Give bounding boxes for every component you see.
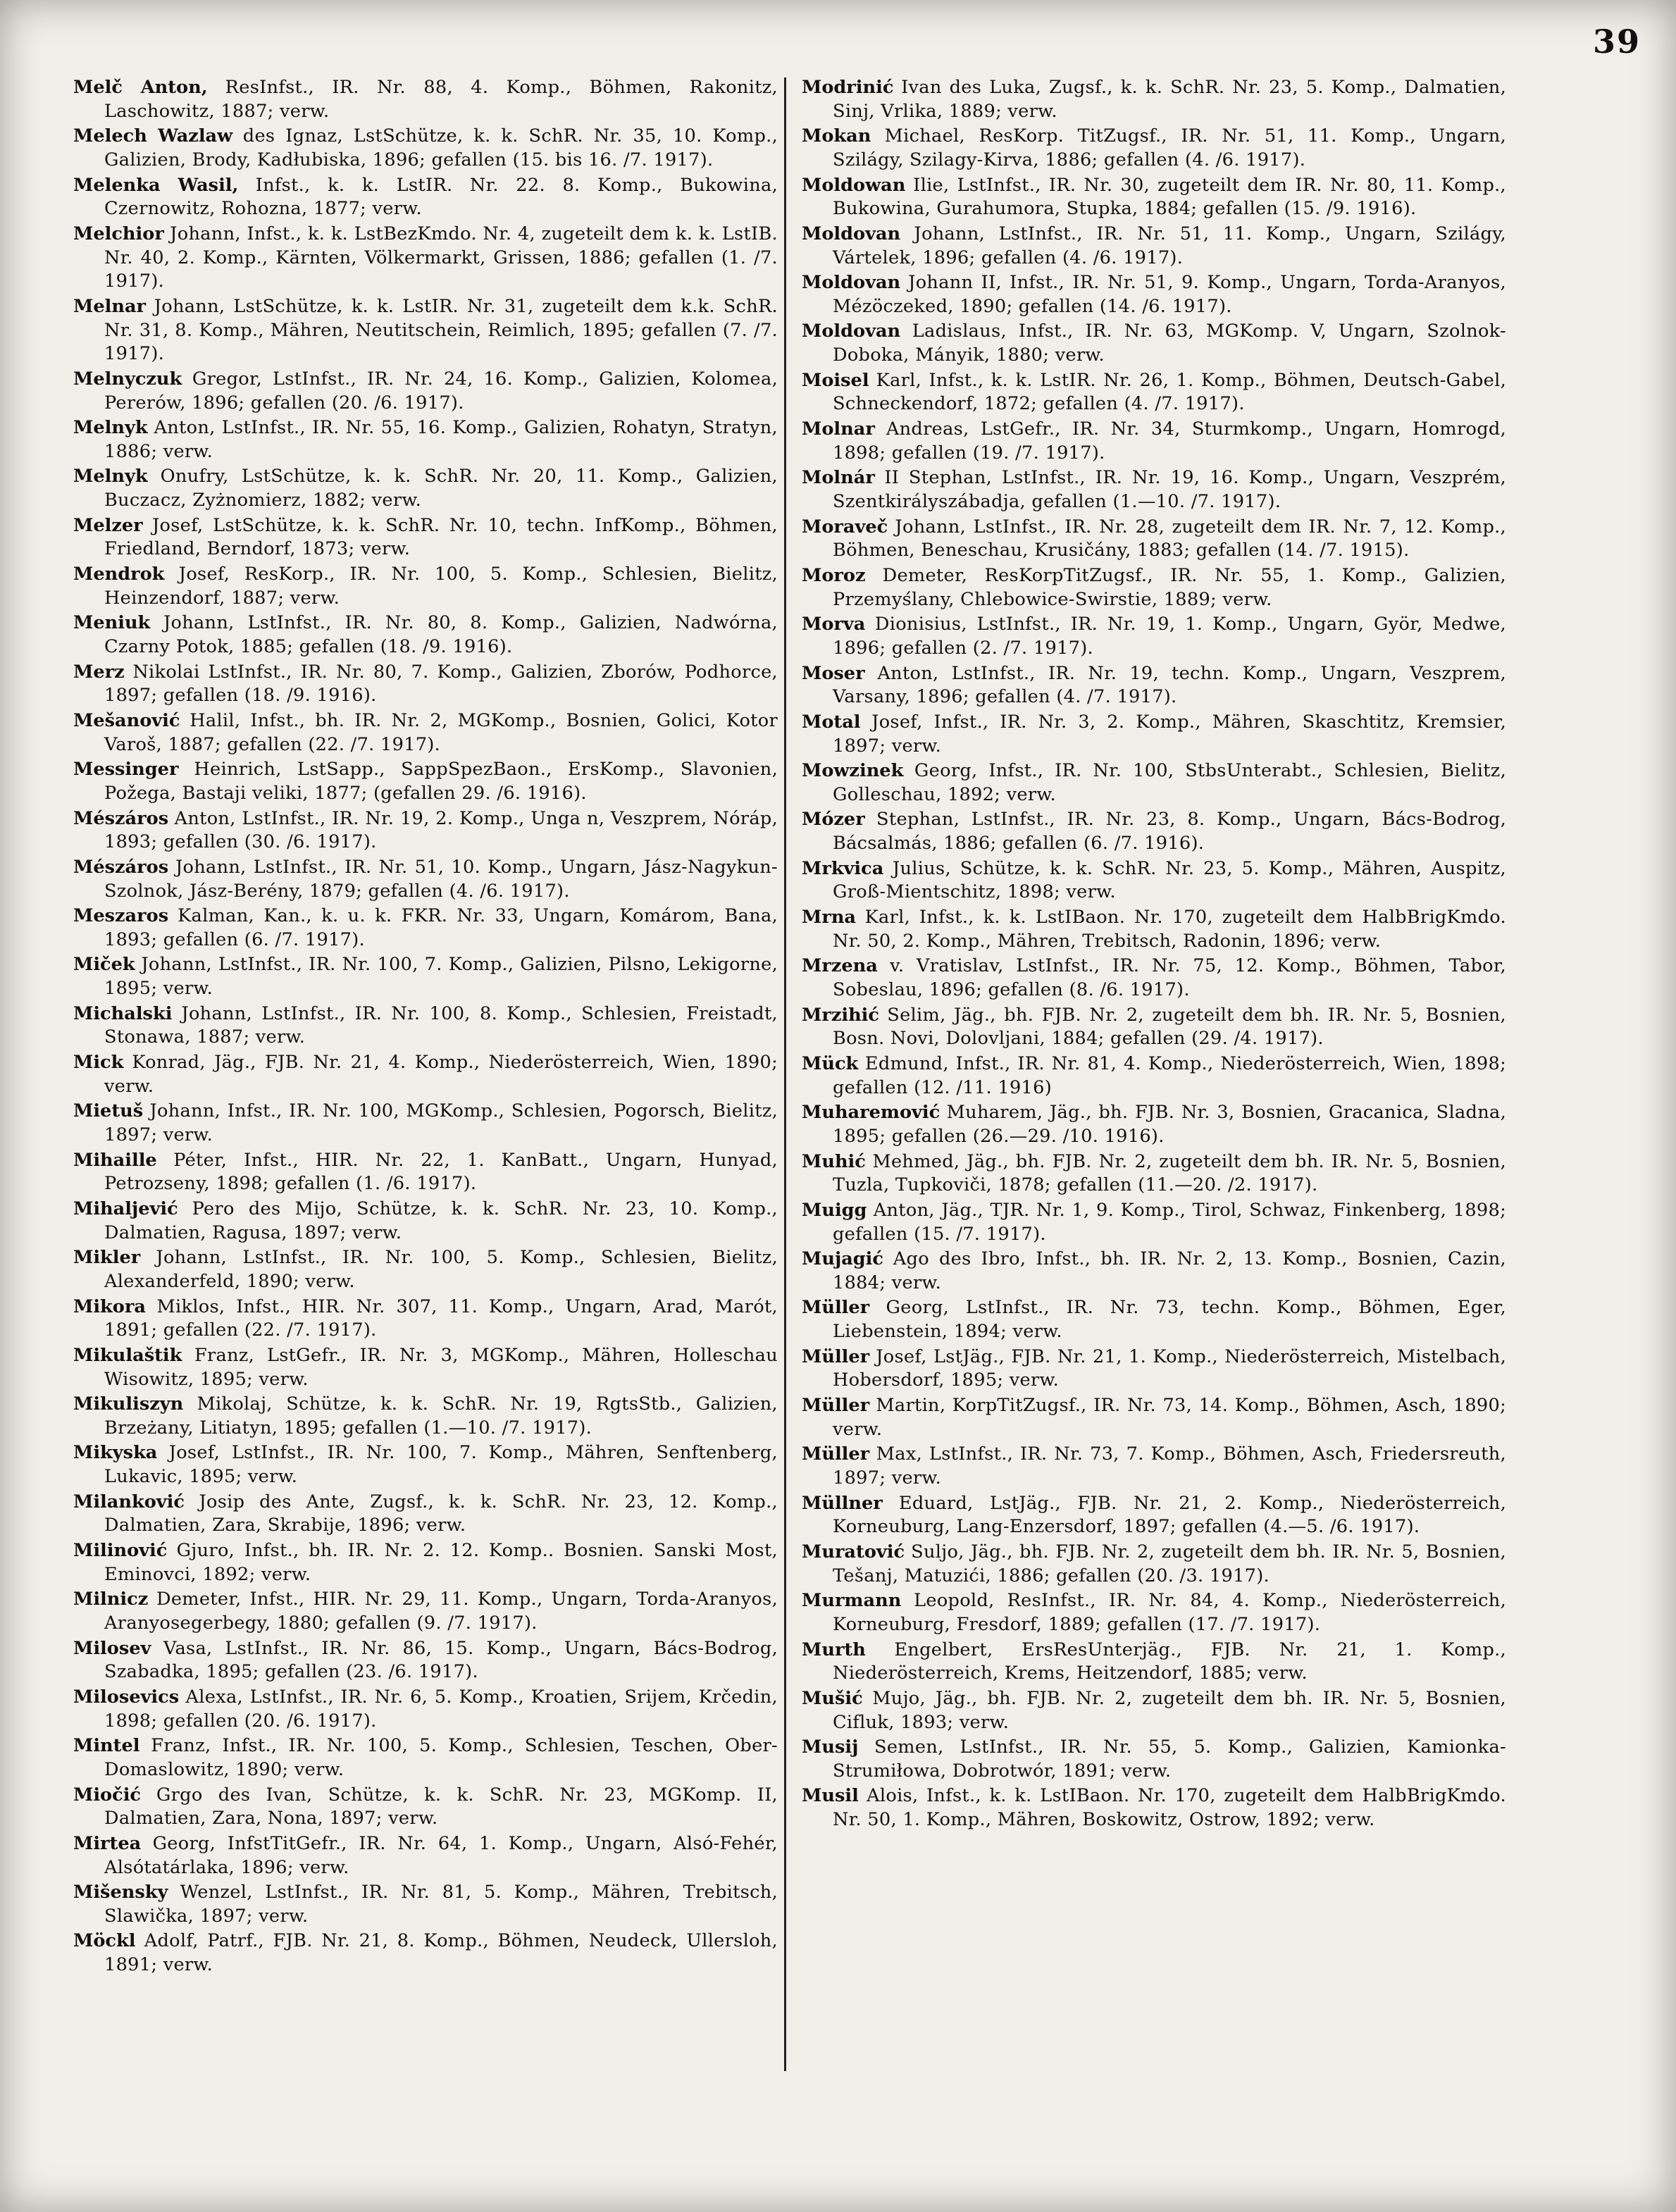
entry-name: Mujagić (802, 1248, 883, 1270)
casualty-entry (802, 1443, 1506, 1490)
entry-details: Johann, LstInfst., IR. Nr. 100, 5. Komp., Schlesien, Bielitz, Alexanderfeld, 1890; verw. (104, 1247, 778, 1292)
casualty-entry (73, 1784, 778, 1831)
entry-details: Wenzel, LstInfst., IR. Nr. 81, 5. Komp., Mähren, Trebitsch, Slawička, 1897; verw. (104, 1882, 778, 1927)
entry-details: Pero des Mijo, Schütze, k. k. SchR. Nr. 23, 10. Komp., Dalmatien, Ragusa, 1897; verw. (104, 1198, 778, 1243)
entry-name: Murmann (802, 1590, 902, 1612)
entry-details: Johann, LstInfst., IR. Nr. 100, 8. Komp., Schlesien, Freistadt, Stonawa, 1887; verw. (104, 1002, 778, 1048)
casualty-entry (802, 1199, 1506, 1246)
entry-name: Mintel (73, 1735, 140, 1757)
entry-details: Demeter, Infst., HIR. Nr. 29, 11. Komp., Ungarn, Torda-Aranyos, Aranyosegerbegy, 1880; gefallen (9. /7. 1917). (104, 1589, 778, 1634)
casualty-entry (73, 856, 778, 903)
casualty-entry (73, 1637, 778, 1684)
casualty-entry (802, 76, 1506, 123)
entry-name: Melenka Wasil, (73, 174, 239, 196)
entry-details: Johann, LstInfst., IR. Nr. 28, zugeteilt dem IR. Nr. 7, 12. Komp., Böhmen, Beneschau, Krusičány, 1883; gefallen (14. /7. 1915). (833, 516, 1506, 561)
entry-details: Konrad, Jäg., FJB. Nr. 21, 4. Komp., Niederösterreich, Wien, 1890; verw. (104, 1052, 778, 1097)
casualty-entry (802, 1052, 1506, 1100)
entry-details: Johann, LstInfst., IR. Nr. 51, 11. Komp., Ungarn, Szilágy, Vártelek, 1896; gefallen (4. /6. 1917). (833, 223, 1506, 268)
entry-details: Max, LstInfst., IR. Nr. 73, 7. Komp., Böhmen, Asch, Friedersreuth, 1897; verw. (833, 1443, 1506, 1489)
entry-details: Eduard, LstJäg., FJB. Nr. 21, 2. Komp., Niederösterreich, Korneuburg, Lang-Enzersdorf, 1897; gefallen (4.—5. /6. 1917). (833, 1492, 1506, 1538)
casualty-entry (802, 369, 1506, 416)
entry-name: Mihaille (73, 1149, 157, 1171)
entry-name: Milosevics (73, 1686, 180, 1708)
entry-details: Johann, LstSchütze, k. k. LstIR. Nr. 31, zugeteilt dem k.k. SchR. Nr. 31, 8. Komp., Mähren, Neutitschein, Reimlich, 1895; gefallen (7. /7. 1917). (104, 295, 778, 365)
casualty-entry (73, 295, 778, 366)
casualty-entry (73, 1832, 778, 1879)
entry-details: II Stephan, LstInfst., IR. Nr. 19, 16. Komp., Ungarn, Veszprém, Szentkirályszábadja, gefallen (1.—10. /7. 1917). (833, 467, 1506, 513)
entry-details: Edmund, Infst., IR. Nr. 81, 4. Komp., Niederösterreich, Wien, 1898; gefallen (12. /11. 1916) (833, 1052, 1506, 1098)
entry-name: Molnár (802, 467, 875, 489)
entry-details: Alexa, LstInfst., IR. Nr. 6, 5. Komp., Kroatien, Srijem, Krčedin, 1898; gefallen (20. /6. 1917). (104, 1686, 778, 1732)
entry-details: Johann II, Infst., IR. Nr. 51, 9. Komp., Ungarn, Torda-Aranyos, Mézöczeked, 1890; gefallen (14. /6. 1917). (833, 272, 1506, 317)
entry-details: Mujo, Jäg., bh. FJB. Nr. 2, zugeteilt dem bh. IR. Nr. 5, Bosnien, Cifluk, 1893; verw. (833, 1687, 1506, 1733)
entry-details: v. Vratislav, LstInfst., IR. Nr. 75, 12. Komp., Böhmen, Tabor, Sobeslau, 1896; gefallen (8. /6. 1917). (833, 955, 1506, 1001)
entry-details: Stephan, LstInfst., IR. Nr. 23, 8. Komp., Ungarn, Bács-Bodrog, Bácsalmás, 1886; gefallen (6. /7. 1916). (833, 809, 1507, 855)
entry-details: Halil, Infst., bh. IR. Nr. 2, MGKomp., Bosnien, Golici, Kotor Varoš, 1887; gefallen (22. /7. 1917). (104, 709, 778, 755)
entry-details: Heinrich, LstSapp., SappSpezBaon., ErsKomp., Slavonien, Požega, Bastaji veliki, 1877; (gefallen 29. /6. 1916). (104, 759, 778, 804)
entry-details: Karl, Infst., k. k. LstIR. Nr. 26, 1. Komp., Böhmen, Deutsch-Gabel, Schneckendorf, 1872; gefallen (4. /7. 1917). (833, 369, 1507, 415)
entry-details: Franz, LstGefr., IR. Nr. 3, MGKomp., Mähren, Holleschau Wisowitz, 1895; verw. (104, 1344, 778, 1390)
casualty-entry (802, 564, 1506, 611)
casualty-entry (73, 223, 778, 294)
entry-details: Anton, LstInfst., IR. Nr. 19, techn. Komp., Ungarn, Veszprem, Varsany, 1896; gefallen (4. /7. 1917). (833, 662, 1506, 708)
casualty-entry (802, 1296, 1506, 1343)
entry-name: Müller (802, 1395, 870, 1417)
entry-name: Moser (802, 662, 865, 684)
entry-details: Gjuro, Infst., bh. IR. Nr. 2. 12. Komp.. Bosnien. Sanski Most, Eminovci, 1892; verw. (104, 1540, 778, 1585)
entry-name: Mózer (802, 809, 865, 831)
casualty-entry (802, 271, 1506, 318)
entry-details: Josef, ResKorp., IR. Nr. 100, 5. Komp., Schlesien, Bielitz, Heinzendorf, 1887; verw. (104, 564, 778, 609)
entry-name: Mrzihić (802, 1004, 879, 1026)
casualty-entry (73, 368, 778, 415)
casualty-entry (802, 1736, 1506, 1783)
entry-name: Melč Anton, (73, 77, 208, 98)
entry-details: Martin, KorpTitZugsf., IR. Nr. 73, 14. Komp., Böhmen, Asch, 1890; verw. (833, 1395, 1507, 1440)
entry-name: Moisel (802, 369, 869, 391)
entry-name: Müller (802, 1346, 870, 1367)
entry-name: Müller (802, 1297, 870, 1319)
entry-name: Moraveč (802, 516, 888, 538)
casualty-entry (802, 662, 1506, 709)
casualty-entry (73, 1588, 778, 1635)
casualty-entry (73, 76, 778, 123)
entry-name: Mikuliszyn (73, 1393, 184, 1415)
entry-name: Milnicz (73, 1589, 149, 1610)
casualty-entry (73, 1491, 778, 1538)
entry-name: Muhić (802, 1150, 866, 1172)
entry-details: Kalman, Kan., k. u. k. FKR. Nr. 33, Ungarn, Komárom, Bana, 1893; gefallen (6. /7. 1917). (104, 905, 778, 950)
page-number: 39 (1592, 23, 1641, 61)
entry-name: Mirtea (73, 1832, 142, 1854)
casualty-entry (73, 563, 778, 610)
entry-name: Melnyk (73, 466, 148, 487)
entry-details: Dionisius, LstInfst., IR. Nr. 19, 1. Komp., Ungarn, Györ, Medwe, 1896; gefallen (2. /7. 1917). (833, 614, 1506, 659)
entry-details: Georg, InfstTitGefr., IR. Nr. 64, 1. Komp., Ungarn, Alsó-Fehér, Alsótatárlaka, 1896; verw. (104, 1832, 778, 1878)
casualty-entry (73, 1295, 778, 1343)
entry-details: Ladislaus, Infst., IR. Nr. 63, MGKomp. V, Ungarn, Szolnok-Doboka, Mányik, 1880; verw. (833, 321, 1506, 366)
entry-name: Moldovan (802, 223, 901, 244)
entry-details: Infst., k. k. LstIR. Nr. 22. 8. Komp., Bukowina, Czernowitz, Rohozna, 1877; verw. (104, 174, 778, 220)
entry-name: Melzer (73, 514, 143, 536)
casualty-entry (802, 1346, 1506, 1393)
casualty-entry (802, 1639, 1506, 1686)
entry-name: Moldowan (802, 174, 906, 196)
entry-name: Muharemović (802, 1102, 941, 1124)
entry-name: Michalski (73, 1002, 173, 1024)
casualty-entry (802, 223, 1506, 270)
entry-details: Franz, Infst., IR. Nr. 100, 5. Komp., Schlesien, Teschen, Ober-Domaslowitz, 1890; verw. (104, 1735, 778, 1780)
entry-name: Melnar (73, 295, 147, 317)
entry-details: Engelbert, ErsResUnterjäg., FJB. Nr. 21, 1. Komp., Niederösterreich, Krems, Heitzendorf, 1885; verw. (833, 1639, 1506, 1684)
casualty-entry (802, 1101, 1506, 1148)
entry-details: Nikolai LstInfst., IR. Nr. 80, 7. Komp., Galizien, Zborów, Podhorce, 1897; gefallen (18. /9. 1916). (104, 661, 778, 707)
entry-name: Mihaljević (73, 1198, 178, 1219)
casualty-entry (802, 125, 1506, 172)
entry-details: Grgo des Ivan, Schütze, k. k. SchR. Nr. 23, MGKomp. II, Dalmatien, Zara, Nona, 1897; verw. (104, 1784, 778, 1829)
entry-name: Melnyczuk (73, 368, 182, 390)
casualty-entry (73, 416, 778, 464)
casualty-entry (73, 1100, 778, 1147)
entry-name: Mrzena (802, 955, 878, 977)
casualty-entry (802, 955, 1506, 1002)
entry-details: Alois, Infst., k. k. LstIBaon. Nr. 170, zugeteilt dem HalbBrigKmdo. Nr. 50, 1. Komp., Mähren, Boskowitz, Ostrow, 1892; verw. (833, 1785, 1506, 1831)
entry-details: Johann, LstInfst., IR. Nr. 100, 7. Komp., Galizien, Pilsno, Lekigorne, 1895; verw. (104, 954, 778, 1000)
casualty-entry (73, 125, 778, 172)
casualty-entry (73, 1344, 778, 1391)
entry-details: Leopold, ResInfst., IR. Nr. 84, 4. Komp., Niederösterreich, Korneuburg, Fresdorf, 1889; gefallen (17. /7. 1917). (833, 1590, 1507, 1635)
casualty-entry (73, 514, 778, 561)
casualty-entry (73, 1393, 778, 1440)
entry-name: Mendrok (73, 564, 165, 585)
entry-name: Müller (802, 1443, 870, 1465)
entry-details: Adolf, Patrf., FJB. Nr. 21, 8. Komp., Böhmen, Neudeck, Ullersloh, 1891; verw. (104, 1930, 778, 1976)
casualty-entry (73, 709, 778, 757)
casualty-entry (73, 465, 778, 512)
casualty-entry (73, 1051, 778, 1098)
entry-name: Mikyska (73, 1442, 158, 1464)
entry-name: Morva (802, 614, 866, 635)
entry-details: ResInfst., IR. Nr. 88, 4. Komp., Böhmen, Rakonitz, Laschowitz, 1887; verw. (104, 77, 778, 122)
entry-name: Musil (802, 1785, 859, 1807)
casualty-entry (802, 466, 1506, 514)
entry-name: Mikulaštik (73, 1344, 182, 1366)
entry-details: Suljo, Jäg., bh. FJB. Nr. 2, zugeteilt dem bh. IR. Nr. 5, Bosnien, Tešanj, Matuzići, 1886; gefallen (20. /3. 1917). (833, 1541, 1506, 1586)
entry-details: Demeter, ResKorpTitZugsf., IR. Nr. 55, 1. Komp., Galizien, Przemyślany, Chlebowice-Swirstie, 1889; verw. (833, 564, 1506, 610)
entry-details: Julius, Schütze, k. k. SchR. Nr. 23, 5. Komp., Mähren, Auspitz, Groß-Mientschitz, 1898; verw. (833, 857, 1506, 903)
casualty-entry (802, 1541, 1506, 1588)
entry-details: des Ignaz, LstSchütze, k. k. SchR. Nr. 35, 10. Komp., Galizien, Brody, Kadłubiska, 1896; gefallen (15. bis 16. /7. 1917). (104, 125, 778, 170)
casualty-entry (802, 857, 1506, 905)
casualty-entry (73, 1686, 778, 1733)
entry-name: Mikler (73, 1247, 141, 1269)
left-column (73, 76, 778, 1979)
right-column (802, 76, 1506, 1834)
entry-details: Miklos, Infst., HIR. Nr. 307, 11. Komp., Ungarn, Arad, Marót, 1891; gefallen (22. /7. 1917). (104, 1295, 778, 1341)
entry-name: Mrkvica (802, 857, 884, 879)
entry-details: Ivan des Luka, Zugsf., k. k. SchR. Nr. 23, 5. Komp., Dalmatien, Sinj, Vrlika, 1889; verw. (833, 77, 1506, 122)
entry-details: Semen, LstInfst., IR. Nr. 55, 5. Komp., Galizien, Kamionka-Strumiłowa, Dobrotwór, 1891; verw. (833, 1736, 1506, 1782)
entry-name: Mészáros (73, 856, 169, 878)
casualty-entry (73, 1246, 778, 1293)
entry-name: Milinović (73, 1540, 168, 1562)
entry-details: Mehmed, Jäg., bh. FJB. Nr. 2, zugeteilt dem bh. IR. Nr. 5, Bosnien, Tuzla, Tupkoviči, 1878; gefallen (11.—20. /2. 1917). (833, 1150, 1506, 1196)
casualty-entry (802, 1687, 1506, 1734)
entry-name: Müllner (802, 1492, 883, 1514)
entry-name: Muigg (802, 1199, 867, 1221)
entry-details: Josip des Ante, Zugsf., k. k. SchR. Nr. 23, 12. Komp., Dalmatien, Zara, Skrabije, 1896; verw. (104, 1491, 778, 1536)
entry-name: Murth (802, 1639, 866, 1660)
entry-name: Mikora (73, 1295, 146, 1317)
entry-details: Anton, LstInfst., IR. Nr. 19, 2. Komp., Unga n, Veszprem, Nóráp, 1893; gefallen (30. /6. 1917). (104, 807, 778, 853)
entry-details: Johann, Infst., IR. Nr. 100, MGKomp., Schlesien, Pogorsch, Bielitz, 1897; verw. (104, 1100, 778, 1146)
entry-details: Georg, Infst., IR. Nr. 100, StbsUnterabt., Schlesien, Bielitz, Golleschau, 1892; verw. (833, 760, 1507, 805)
casualty-entry (802, 1589, 1506, 1636)
entry-name: Melchior (73, 223, 164, 244)
entry-name: Moroz (802, 564, 866, 586)
casualty-entry (802, 711, 1506, 758)
casualty-entry (802, 1492, 1506, 1539)
casualty-entry (802, 613, 1506, 660)
casualty-entry (73, 611, 778, 659)
entry-details: Michael, ResKorp. TitZugsf., IR. Nr. 51, 11. Komp., Ungarn, Szilágy, Szilagy-Kirva, 1886; gefallen (4. /6. 1917). (833, 125, 1507, 170)
entry-name: Mrna (802, 907, 857, 928)
entry-details: Anton, Jäg., TJR. Nr. 1, 9. Komp., Tirol, Schwaz, Finkenberg, 1898; gefallen (15. /7. 1917). (833, 1199, 1506, 1245)
casualty-entry (73, 661, 778, 708)
entry-name: Milosev (73, 1637, 151, 1659)
entry-details: Georg, LstInfst., IR. Nr. 73, techn. Komp., Böhmen, Eger, Liebenstein, 1894; verw. (833, 1297, 1506, 1343)
entry-details: Josef, Infst., IR. Nr. 3, 2. Komp., Mähren, Skaschtitz, Kremsier, 1897; verw. (833, 711, 1507, 757)
entry-name: Mokan (802, 125, 871, 147)
casualty-entry (73, 1149, 778, 1196)
entry-name: Motal (802, 711, 861, 733)
casualty-entry (73, 1539, 778, 1586)
entry-details: Muharem, Jäg., bh. FJB. Nr. 3, Bosnien, Gracanica, Sladna, 1895; gefallen (26.—29. /10. 1916). (833, 1102, 1506, 1147)
casualty-entry (802, 174, 1506, 221)
entry-details: Johann, Infst., k. k. LstBezKmdo. Nr. 4, zugeteilt dem k. k. LstIB. Nr. 40, 2. Komp., Kärnten, Völkermarkt, Grissen, 1886; gefallen (1. /7. 1917). (104, 223, 778, 292)
casualty-entry (802, 1248, 1506, 1295)
entry-name: Moldovan (802, 272, 901, 294)
casualty-entry (73, 1734, 778, 1782)
entry-name: Meniuk (73, 612, 151, 634)
entry-details: Ago des Ibro, Infst., bh. IR. Nr. 2, 13. Komp., Bosnien, Cazin, 1884; verw. (833, 1248, 1506, 1293)
column-divider (784, 77, 786, 2071)
entry-name: Moldovan (802, 321, 901, 342)
casualty-entry (802, 418, 1506, 465)
entry-details: Josef, LstJäg., FJB. Nr. 21, 1. Komp., Niederösterreich, Mistelbach, Hobersdorf, 1895; verw. (833, 1346, 1506, 1391)
casualty-entry (73, 905, 778, 952)
entry-name: Modrinić (802, 77, 894, 98)
entry-details: Johann, LstInfst., IR. Nr. 80, 8. Komp., Galizien, Nadwórna, Czarny Potok, 1885; gefallen (18. /9. 1916). (104, 612, 778, 658)
entry-name: Mušić (802, 1687, 863, 1709)
casualty-entry (73, 758, 778, 805)
entry-details: Josef, LstSchütze, k. k. SchR. Nr. 10, techn. InfKomp., Böhmen, Friedland, Berndorf, 1873; verw. (104, 514, 778, 560)
entry-name: Muratović (802, 1541, 905, 1562)
entry-name: Milanković (73, 1491, 185, 1512)
entry-name: Mišensky (73, 1882, 168, 1903)
entry-name: Miček (73, 954, 135, 976)
entry-name: Merz (73, 661, 125, 683)
casualty-entry (73, 174, 778, 221)
entry-name: Miočić (73, 1784, 142, 1806)
casualty-entry (802, 1394, 1506, 1441)
casualty-entry (73, 1441, 778, 1489)
entry-name: Mick (73, 1052, 124, 1074)
entry-details: Josef, LstInfst., IR. Nr. 100, 7. Komp., Mähren, Senftenberg, Lukavic, 1895; verw. (104, 1442, 778, 1488)
casualty-entry (802, 320, 1506, 367)
entry-name: Melech Wazlaw (73, 125, 233, 147)
entry-name: Molnar (802, 418, 875, 440)
entry-name: Möckl (73, 1930, 136, 1952)
entry-name: Mück (802, 1052, 859, 1074)
entry-details: Gregor, LstInfst., IR. Nr. 24, 16. Komp., Galizien, Kolomea, Pererów, 1896; gefallen (20. /6. 1917). (104, 368, 778, 414)
entry-details: Péter, Infst., HIR. Nr. 22, 1. KanBatt., Ungarn, Hunyad, Petrozseny, 1898; gefallen (1. /6. 1917). (104, 1149, 778, 1195)
entry-name: Mowzinek (802, 760, 904, 782)
casualty-entry (73, 1881, 778, 1928)
casualty-entry (802, 1004, 1506, 1051)
entry-name: Mešanović (73, 709, 180, 731)
casualty-entry (802, 516, 1506, 563)
casualty-entry (73, 953, 778, 1000)
casualty-entry (802, 1784, 1506, 1832)
entry-details: Andreas, LstGefr., IR. Nr. 34, Sturmkomp., Ungarn, Homrogd, 1898; gefallen (19. /7. 1917). (833, 418, 1506, 464)
entry-details: Mikolaj, Schütze, k. k. SchR. Nr. 19, RgtsStb., Galizien, Brzeżany, Litiatyn, 1895; gefallen (1.—10. /7. 1917). (104, 1393, 778, 1439)
entry-details: Onufry, LstSchütze, k. k. SchR. Nr. 20, 11. Komp., Galizien, Buczacz, Zyżnomierz, 1882; verw. (104, 466, 778, 511)
entry-name: Messinger (73, 759, 179, 781)
entry-name: Musij (802, 1736, 859, 1758)
entry-name: Melnyk (73, 417, 148, 439)
casualty-entry (73, 807, 778, 855)
casualty-entry (802, 906, 1506, 953)
casualty-entry (802, 1150, 1506, 1198)
entry-details: Karl, Infst., k. k. LstIBaon. Nr. 170, zugeteilt dem HalbBrigKmdo. Nr. 50, 2. Komp., Mähren, Trebitsch, Radonin, 1896; verw. (833, 907, 1506, 952)
casualty-entry (73, 1002, 778, 1050)
entry-details: Ilie, LstInfst., IR. Nr. 30, zugeteilt dem IR. Nr. 80, 11. Komp., Bukowina, Gurahumora, Stupka, 1884; gefallen (15. /9. 1916). (833, 174, 1506, 220)
entry-name: Mietuš (73, 1100, 144, 1122)
entry-details: Anton, LstInfst., IR. Nr. 55, 16. Komp., Galizien, Rohatyn, Stratyn, 1886; verw. (104, 417, 778, 462)
entry-details: Selim, Jäg., bh. FJB. Nr. 2, zugeteilt dem bh. IR. Nr. 5, Bosnien, Bosn. Novi, Dolovljani, 1884; gefallen (29. /4. 1917). (833, 1004, 1506, 1050)
entry-name: Meszaros (73, 905, 169, 927)
casualty-entry (73, 1198, 778, 1245)
entry-details: Johann, LstInfst., IR. Nr. 51, 10. Komp., Ungarn, Jász-Nagykun-Szolnok, Jász-Berény, 1879; gefallen (4. /6. 1917). (104, 856, 778, 902)
casualty-entry (802, 759, 1506, 807)
casualty-entry (802, 808, 1506, 855)
casualty-entry (73, 1930, 778, 1977)
entry-details: Vasa, LstInfst., IR. Nr. 86, 15. Komp., Ungarn, Bács-Bodrog, Szabadka, 1895; gefallen (23. /6. 1917). (104, 1637, 778, 1683)
entry-name: Mészáros (73, 807, 169, 829)
